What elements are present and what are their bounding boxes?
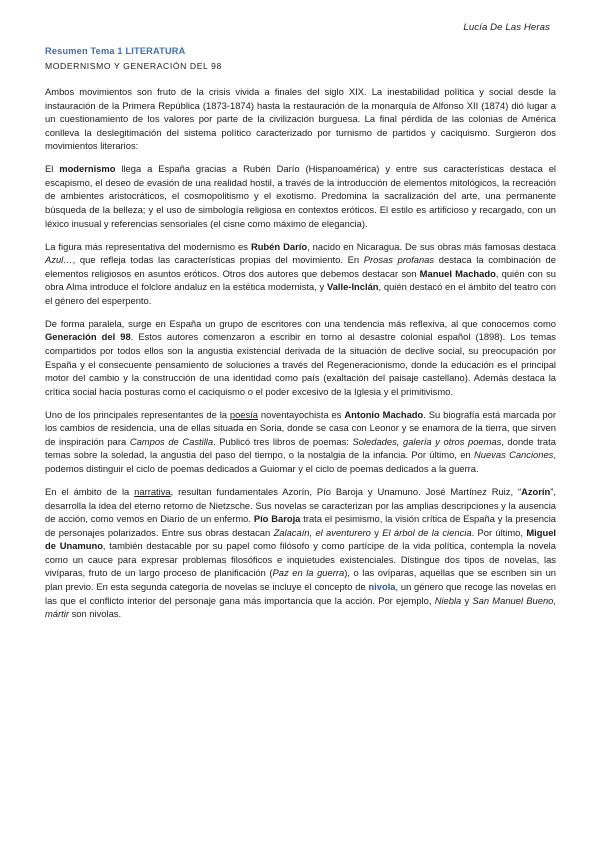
text-run: Uno de los principales representantes de la [45,408,230,420]
work-nuevas-canciones: Nuevas Canciones [473,449,554,461]
document-subtitle: MODERNISMO Y GENERACIÓN DEL 98 [45,61,222,71]
text-run: destaca la combinación de elementos religiosos en asuntos eróticos. Otros dos autores que debemos destacar son [45,254,556,279]
text-run: El [45,163,60,175]
text-run: ), o las ovíparas, aquellas que se escriben sin un plan previo. En esta segunda categoría de novelas se incluye el concepto de [45,567,556,593]
work-zalacain: Zalacaín, el aventurero [273,526,371,538]
work-azul: Azul… [45,254,73,266]
work-prosas-profanas: Prosas profanas [363,254,435,266]
author-azorin: Azorín [521,485,551,497]
text-run: y [370,526,383,538]
text-run: llega a España gracias a Rubén Darío (Hispanoamérica) y entre sus características destaca el escapismo, el deseo de evasión de una realidad hostil, a través de la introducción de elementos mitológicos, la recreación de ambientes aristocráticos, el cosmopolitismo y el exotismo. Predomina la sacralización del arte, una permanente búsqueda de la belleza; y el uso de simbología religiosa en contextos eróticos. El estilo es artificioso y recargado, con un léxico inusual y referencias sensoriales (el cisne como máximo de elegancia). [45,163,556,229]
text-run: , nacido en Nicaragua. De sus obras más famosas destaca [307,240,556,252]
document-title: Resumen Tema 1 LITERATURA [45,46,186,56]
work-san-manuel-bueno: San Manuel Bueno, mártir [45,594,556,620]
paragraph-narrativa [45,485,556,621]
term-modernismo: modernismo [59,163,116,175]
text-run: noventayochista es [258,408,345,420]
author-valle-inclan: Valle-Inclán [326,281,379,293]
text-run: , podemos distinguir el ciclo de poemas dedicados a Guiomar y el ciclo de poemas dedicados a la guerra. [45,449,556,475]
author-pio-baroja: Pío Baroja [253,513,301,525]
work-paz-en-la-guerra: Paz en la guerra [272,567,345,579]
term-narrativa: narrativa [134,485,171,497]
author-antonio-machado: Antonio Machado [344,408,424,420]
text-run: . Su biografía está marcada por los cambios de residencia, una de ellas situada en Soria, donde se casa con Leonor y se enamora de la tierra, que sirven de inspiración para [45,408,556,447]
text-run: ”, desarrolla la idea del eterno retorno de Nietzsche. Sus novelas se caracterizan por las amplias descripciones y la ausencia de acción, como vemos en Diario de un enfermo. [45,485,556,525]
work-campos-de-castilla: Campos de Castilla [129,435,214,447]
paragraph-ruben-dario [45,240,556,308]
text-run: son nivolas. [68,608,122,620]
work-arbol-de-la-ciencia: El árbol de la ciencia [382,526,472,538]
paragraph-generacion-98 [45,317,556,399]
text-run: , donde trata temas sobre la soledad, la angustia del paso del tiempo, o la nostalgia de la infancia. Por último, en [45,435,556,461]
text-run: , un género que recoge las novelas en las que el conflicto interior del personaje gana más importancia que la acción. Por ejemplo, [45,581,556,606]
text-run: , que refleja todas las características propias del movimiento. En [72,254,364,266]
text-run: , quién destacó en el ámbito del teatro con el género del esperpento. [45,281,556,306]
paragraph-poesia [45,408,556,476]
text-run: trata el pesimismo, la visión crítica de España y la presencia de personajes polarizados. Entre sus obras destacan [45,513,556,538]
paragraph-intro [45,85,556,153]
author-manuel-machado: Manuel Machado [419,267,496,279]
text-run: . Publicó tres libros de poemas: [213,435,353,447]
text-run: , también destacable por su papel como filósofo y como partícipe de la vida política, contempla la novela como un cauce para expresar problemas filosóficos e inquietudes existenciales. Distingue dos tipos de novelas, las vivíparas, fruto de un largo proceso de planificación ( [45,540,556,579]
text-run: La figura más representativa del modernismo es [45,240,251,252]
document-body [45,85,556,630]
work-niebla: Niebla [434,594,462,606]
work-soledades: Soledades, galería y otros poemas [352,435,502,447]
term-nivola: nivola [368,581,396,593]
author-miguel-de-unamuno: Miguel de Unamuno [45,526,557,552]
author-name: Lucía De Las Heras [463,22,550,33]
text-run: , resultan fundamentales Azorín, Pío Baroja y Unamuno. José Martínez Ruiz, “ [170,485,522,497]
paragraph-intro-text: Ambos movimientos son fruto de la crisis vivida a finales del siglo XIX. La inestabilidad política y social desde la instauración de la Primera República (1873-1874) hasta la restauración de la monarquía de Alfonso XII (1874) dió lugar a un cuestionamiento de los valores por parte de la civilización burguesa. La final pérdida de las colonias de América conlleva la deslegitimación del sistema político caracterizado por turnismo de partidos y caciquismo. Surgieron dos movimientos literarios: [45,86,556,152]
text-run: , quién con su obra Alma introduce el folclore andaluz en la estética modernista, y [45,267,557,293]
term-poesia: poesía [229,408,259,420]
text-run: En el ámbito de la [45,485,135,497]
paragraph-modernismo [45,162,556,230]
text-run: . Estos autores comenzaron a escribir en torno al desastre colonial español (1898). Los temas compartidos por todos ellos son la angustia existencial derivada de la situación de declive social, su preocupación por España y el consecuente pensamiento de soluciones a través del Regeneracionismo, donde la educación es el principal motor del cambio y la construcción de una identidad como país (exaltación del paisaje castellano). Además destaca la crítica social hacia posturas como el caciquismo o el poder excesivo de la Iglesia y el primitivismo. [45,331,556,397]
term-generacion-98: Generación del 98 [45,331,131,343]
text-run: y [461,594,473,606]
author-ruben-dario: Rubén Darío [250,240,308,252]
text-run: De forma paralela, surge en España un grupo de escritores con una tendencia más reflexiva, al que conocemos como [45,317,556,329]
text-run: . Por último, [471,526,527,538]
